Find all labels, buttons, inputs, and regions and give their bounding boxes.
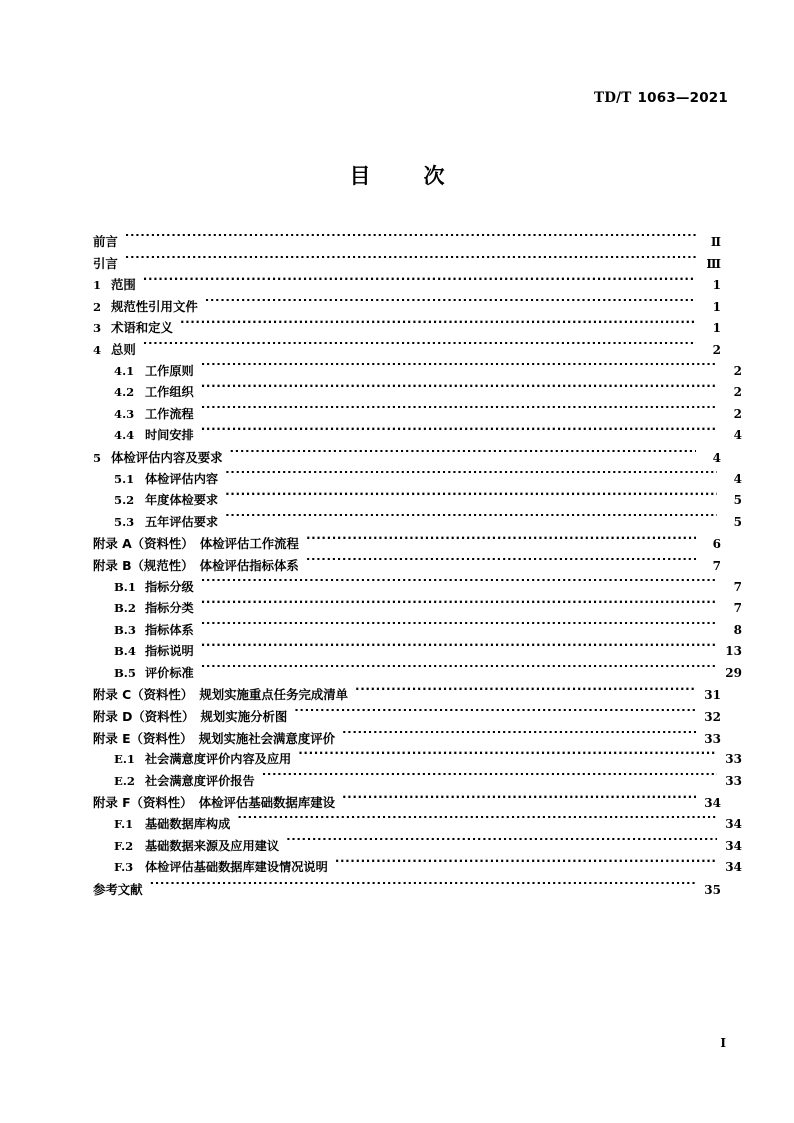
- toc-entry-page: 4: [733, 471, 742, 486]
- toc-leader-dots: [294, 709, 696, 721]
- toc-leader-dots: [298, 751, 717, 763]
- toc-entry[interactable]: [93, 555, 721, 577]
- toc-entry[interactable]: [93, 684, 721, 706]
- toc-entry-number: F.2: [114, 838, 134, 853]
- running-header: [594, 92, 728, 106]
- toc-leader-dots: [201, 665, 717, 677]
- toc-entry-page: 6: [712, 537, 721, 552]
- toc-entry-label: 规范性引用文件: [111, 298, 198, 314]
- toc-entry-page: 35: [704, 882, 721, 897]
- toc-leader-dots: [355, 687, 696, 699]
- toc-entry-page: 34: [725, 817, 742, 832]
- toc-entry-label: 指标说明: [145, 644, 194, 659]
- toc-leader-dots: [342, 731, 696, 743]
- toc-entry-number: B.1: [114, 579, 136, 594]
- toc-entry-number: B.4: [114, 644, 136, 659]
- toc-entry-label: 指标体系: [145, 622, 194, 637]
- toc-entry[interactable]: [93, 749, 742, 771]
- toc-entry-page: 31: [704, 688, 721, 703]
- toc-entry-label: 附录 D（资料性） 规划实施分析图: [93, 709, 288, 725]
- toc-entry-number: 4.1: [114, 363, 135, 378]
- toc-leader-dots: [286, 838, 717, 850]
- toc-entry-number: 3: [93, 321, 102, 336]
- toc-entry[interactable]: [93, 598, 742, 620]
- toc-entry-label: 社会满意度评价报告: [145, 773, 255, 788]
- toc-entry[interactable]: [93, 404, 742, 426]
- toc-entry-label: 总则: [111, 341, 136, 357]
- toc-leader-dots: [125, 234, 696, 246]
- toc-leader-dots: [230, 450, 696, 462]
- toc-entry[interactable]: [93, 382, 742, 404]
- toc-entry[interactable]: [93, 425, 742, 447]
- toc-leader-dots: [225, 471, 717, 483]
- toc-entry[interactable]: [93, 836, 742, 858]
- toc-entry-number: F.1: [114, 817, 134, 832]
- toc-entry-page: 34: [725, 838, 742, 853]
- toc-entry-number: B.2: [114, 601, 136, 616]
- toc-entry-label: 五年评估要求: [145, 514, 219, 529]
- toc-leader-dots: [180, 320, 696, 332]
- toc-entry-number: 1: [93, 278, 102, 293]
- toc-entry[interactable]: [93, 490, 742, 512]
- page-title: 目 次: [349, 164, 461, 188]
- toc-entry[interactable]: [93, 469, 742, 491]
- toc-entry-page: 7: [733, 579, 742, 594]
- toc-entry-page: 8: [733, 622, 742, 637]
- toc-entry[interactable]: [93, 771, 742, 793]
- toc-entry-number: E.1: [114, 752, 135, 767]
- toc-entry[interactable]: [93, 814, 742, 836]
- toc-entry[interactable]: [93, 577, 742, 599]
- toc-entry-label: 社会满意度评价内容及应用: [145, 752, 292, 767]
- toc-leader-dots: [262, 773, 717, 785]
- table-of-contents: [93, 231, 742, 900]
- toc-entry-label: 工作组织: [145, 385, 194, 400]
- toc-entry-page: 29: [725, 665, 742, 680]
- toc-entry-label: 参考文献: [93, 881, 143, 897]
- toc-entry-label: 附录 B（规范性） 体检评估指标体系: [93, 557, 299, 573]
- toc-entry-number: B.3: [114, 622, 136, 637]
- toc-entry-page: 5: [733, 493, 742, 508]
- toc-entry[interactable]: [93, 512, 742, 534]
- toc-entry-page: 32: [704, 710, 721, 725]
- toc-entry-label: 时间安排: [145, 428, 194, 443]
- toc-leader-dots: [306, 558, 696, 570]
- toc-entry-number: 5.3: [114, 514, 135, 529]
- toc-entry[interactable]: [93, 317, 721, 339]
- toc-entry[interactable]: [93, 253, 721, 275]
- toc-entry-page: 5: [733, 514, 742, 529]
- toc-entry-page: 2: [733, 385, 742, 400]
- toc-leader-dots: [150, 882, 696, 894]
- toc-leader-dots: [143, 342, 696, 354]
- toc-entry-page: 33: [704, 731, 721, 746]
- toc-leader-dots: [201, 427, 717, 439]
- toc-entry-page: 34: [725, 860, 742, 875]
- toc-leader-dots: [201, 384, 717, 396]
- toc-entry-number: E.2: [114, 773, 135, 788]
- toc-entry-number: 5: [93, 450, 102, 465]
- toc-entry[interactable]: [93, 641, 742, 663]
- toc-leader-dots: [205, 299, 696, 311]
- toc-entry-page: 7: [733, 601, 742, 616]
- toc-leader-dots: [201, 600, 717, 612]
- toc-entry-label: 基础数据库构成: [145, 817, 231, 832]
- toc-entry-page: 4: [733, 428, 742, 443]
- toc-leader-dots: [306, 536, 696, 548]
- toc-entry-page: Ⅲ: [706, 256, 721, 271]
- toc-entry-number: B.5: [114, 665, 136, 680]
- toc-entry-page: 1: [712, 321, 721, 336]
- toc-leader-dots: [237, 816, 717, 828]
- toc-leader-dots: [201, 622, 717, 634]
- toc-entry-number: 2: [93, 299, 102, 314]
- toc-entry-label: 工作原则: [145, 363, 194, 378]
- toc-entry-label: 体检评估基础数据库建设情况说明: [145, 860, 328, 875]
- toc-entry-page: 33: [725, 752, 742, 767]
- toc-entry-label: 体检评估内容及要求: [111, 449, 223, 465]
- toc-entry-label: 附录 C（资料性） 规划实施重点任务完成清单: [93, 687, 349, 703]
- toc-entry-label: 基础数据来源及应用建议: [145, 838, 280, 853]
- toc-leader-dots: [125, 256, 696, 268]
- toc-leader-dots: [342, 795, 696, 807]
- toc-entry-label: 附录 E（资料性） 规划实施社会满意度评价: [93, 730, 335, 746]
- toc-entry[interactable]: [93, 620, 742, 642]
- toc-entry-label: 附录 F（资料性） 体检评估基础数据库建设: [93, 795, 335, 811]
- toc-entry[interactable]: [93, 296, 721, 318]
- toc-leader-dots: [225, 492, 717, 504]
- toc-entry[interactable]: [93, 728, 721, 750]
- toc-leader-dots: [201, 579, 717, 591]
- toc-leader-dots: [201, 363, 717, 375]
- toc-entry-page: Ⅱ: [710, 235, 721, 249]
- toc-entry-page: 33: [725, 773, 742, 788]
- toc-entry-number: F.3: [114, 860, 134, 875]
- toc-entry[interactable]: [93, 663, 742, 685]
- page-number: I: [720, 1036, 726, 1050]
- toc-entry-label: 体检评估内容: [145, 471, 219, 486]
- toc-entry-number: 4.3: [114, 406, 135, 421]
- toc-entry-label: 指标分级: [145, 579, 194, 594]
- toc-entry[interactable]: [93, 447, 721, 469]
- toc-entry-number: 5.1: [114, 471, 135, 486]
- toc-entry-label: 引言: [93, 255, 118, 271]
- toc-entry-label: 范围: [111, 277, 136, 293]
- toc-entry[interactable]: [93, 274, 721, 296]
- toc-entry-page: 7: [712, 558, 721, 573]
- toc-leader-dots: [335, 859, 717, 871]
- toc-entry-page: 2: [712, 342, 721, 357]
- toc-entry-page: 1: [712, 299, 721, 314]
- standard-number: 1063—2021: [637, 90, 728, 106]
- toc-leader-dots: [201, 643, 717, 655]
- toc-entry-label: 工作流程: [145, 406, 194, 421]
- toc-entry-page: 4: [712, 450, 721, 465]
- standard-code: TD/T: [594, 90, 632, 106]
- toc-entry[interactable]: [93, 339, 721, 361]
- toc-entry-number: 5.2: [114, 493, 135, 508]
- toc-entry[interactable]: [93, 533, 721, 555]
- toc-entry-page: 1: [712, 278, 721, 293]
- toc-entry-number: 4.2: [114, 385, 135, 400]
- toc-entry-label: 术语和定义: [111, 320, 173, 336]
- toc-leader-dots: [201, 406, 717, 418]
- toc-leader-dots: [143, 277, 696, 289]
- toc-entry-page: 2: [733, 406, 742, 421]
- toc-entry-label: 年度体检要求: [145, 493, 219, 508]
- toc-entry-label: 指标分类: [145, 601, 194, 616]
- toc-entry[interactable]: [93, 792, 721, 814]
- toc-entry-label: 评价标准: [145, 665, 194, 680]
- toc-entry[interactable]: [93, 879, 721, 901]
- toc-entry-label: 附录 A（资料性） 体检评估工作流程: [93, 536, 299, 552]
- toc-entry[interactable]: [93, 857, 742, 879]
- toc-leader-dots: [225, 514, 717, 526]
- toc-entry[interactable]: [93, 706, 721, 728]
- toc-entry-page: 2: [733, 363, 742, 378]
- toc-entry-page: 13: [725, 644, 742, 659]
- toc-entry[interactable]: [93, 361, 742, 383]
- toc-entry[interactable]: [93, 231, 721, 253]
- toc-entry-label: 前言: [93, 234, 118, 249]
- toc-entry-page: 34: [704, 796, 721, 811]
- toc-entry-number: 4: [93, 342, 102, 357]
- toc-entry-number: 4.4: [114, 428, 135, 443]
